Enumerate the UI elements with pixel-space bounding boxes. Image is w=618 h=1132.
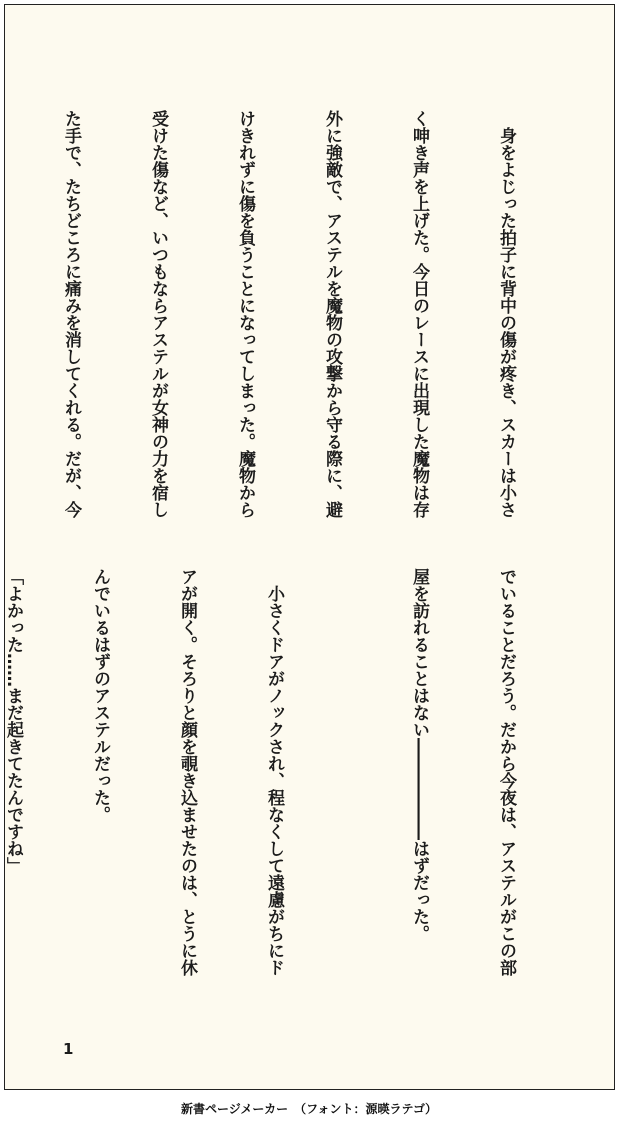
manuscript-page bbox=[4, 4, 615, 1090]
text-column: 小さくドアがノックされ、程なくして遠慮がちにド bbox=[264, 568, 284, 976]
text-column: んでいるはずのアステルだった。 bbox=[90, 568, 110, 823]
text-column: 「よかった……まだ起きてたんですね」 bbox=[3, 568, 23, 874]
text-column: 外に強敵で、アステルを魔物の攻撃から守る際に、避 bbox=[322, 110, 342, 518]
text-column: 身をよじった拍子に背中の傷が疼き、スカーは小さ bbox=[496, 110, 516, 518]
text-column: た手で、たちどころに痛みを消してくれる。だが、今 bbox=[61, 110, 81, 518]
text-column: アが開く。そろりと顔を覗き込ませたのは、とうに休 bbox=[177, 568, 197, 976]
top-text-block bbox=[0, 110, 578, 530]
page-number: 1 bbox=[63, 1040, 74, 1058]
text-column: 屋を訪れることはない――――――はずだった。 bbox=[409, 568, 429, 942]
text-column: けきれずに傷を負うことになってしまった。魔物から bbox=[235, 110, 255, 518]
footer-caption: 新書ページメーカー （フォント：源暎ラテゴ） bbox=[180, 1102, 438, 1116]
text-column: でいることだろう。だから今夜は、アステルがこの部 bbox=[496, 568, 516, 976]
text-column: く呻き声を上げた。今日のレースに出現した魔物は存 bbox=[409, 110, 429, 518]
bottom-text-block bbox=[0, 568, 578, 988]
text-column: 受けた傷など、いつもならアステルが女神の力を宿し bbox=[148, 110, 168, 518]
